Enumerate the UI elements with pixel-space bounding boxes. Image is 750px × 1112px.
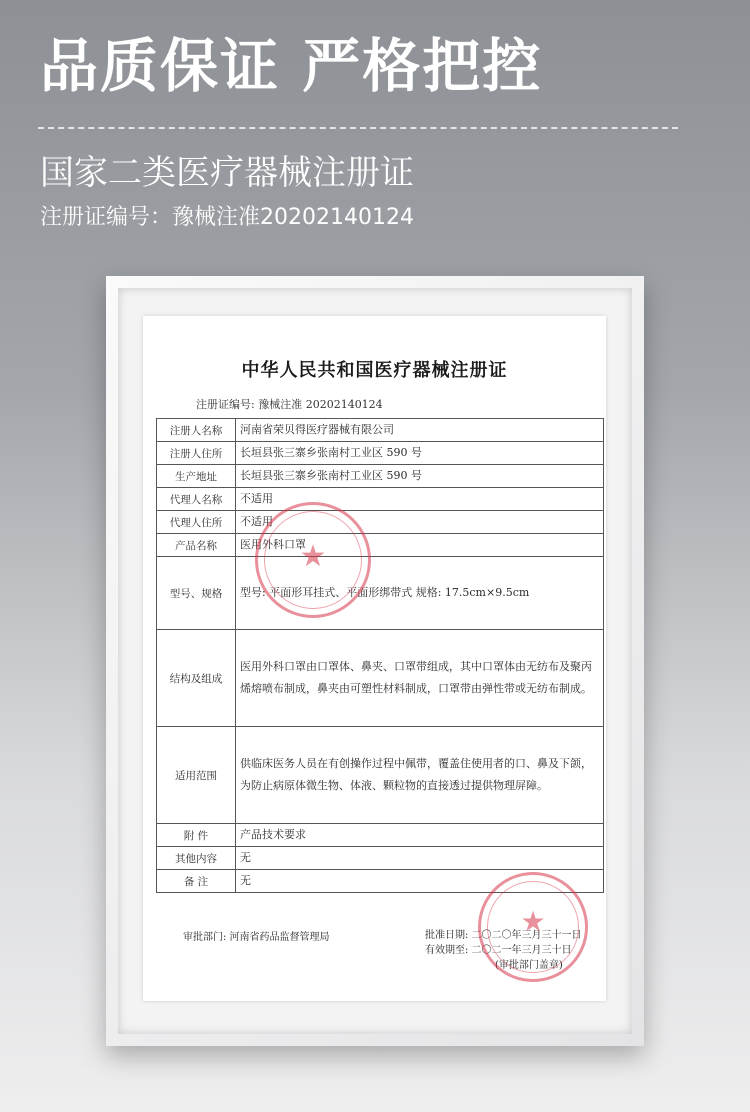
dashed-divider — [38, 127, 678, 129]
field-label: 附 件 — [157, 824, 236, 847]
field-label: 结构及组成 — [157, 630, 236, 727]
seal-note: (审批部门盖章) — [495, 960, 563, 971]
table-row — [157, 824, 604, 847]
table-row — [157, 465, 604, 488]
field-value: 型号: 平面形耳挂式、平面形绑带式 规格: 17.5cm×9.5cm — [236, 557, 604, 630]
field-value: 无 — [236, 870, 604, 893]
field-label: 备 注 — [157, 870, 236, 893]
field-label: 代理人名称 — [157, 488, 236, 511]
certificate-dates — [425, 928, 582, 973]
table-row — [157, 442, 604, 465]
table-row — [157, 534, 604, 557]
table-row — [157, 557, 604, 630]
star-icon: ★ — [520, 905, 546, 938]
field-label: 生产地址 — [157, 465, 236, 488]
field-label: 型号、规格 — [157, 557, 236, 630]
certificate-table — [156, 418, 604, 893]
field-value: 医用外科口罩 — [236, 534, 604, 557]
field-value: 长垣县张三寨乡张南村工业区 590 号 — [236, 442, 604, 465]
certificate-title: 中华人民共和国医疗器械注册证 — [241, 360, 508, 381]
approving-authority: 审批部门: 河南省药品监督管理局 — [183, 932, 330, 943]
certificate-number: 注册证编号: 豫械注准 20202140124 — [196, 398, 383, 411]
table-row — [157, 419, 604, 442]
field-value: 医用外科口罩由口罩体、鼻夹、口罩带组成，其中口罩体由无纺布及聚丙烯熔喷布制成，鼻夹由可塑性材料制成，口罩带由弹性带或无纺布制成。 — [236, 630, 604, 727]
field-value: 河南省荣贝得医疗器械有限公司 — [236, 419, 604, 442]
headline: 品质保证 严格把控 — [40, 32, 543, 100]
table-row — [157, 870, 604, 893]
field-value: 不适用 — [236, 511, 604, 534]
field-label: 注册人住所 — [157, 442, 236, 465]
field-value: 不适用 — [236, 488, 604, 511]
expiry-date: 有效期至: 二〇二一年三月三十日 — [425, 945, 572, 956]
field-value: 产品技术要求 — [236, 824, 604, 847]
table-row — [157, 488, 604, 511]
subtitle: 国家二类医疗器械注册证 — [40, 153, 414, 193]
approval-date: 批准日期: 二〇二〇年三月三十一日 — [425, 930, 582, 941]
table-row — [157, 511, 604, 534]
table-row — [157, 630, 604, 727]
field-label: 产品名称 — [157, 534, 236, 557]
field-label: 注册人名称 — [157, 419, 236, 442]
field-label: 适用范围 — [157, 727, 236, 824]
table-row — [157, 727, 604, 824]
table-row — [157, 847, 604, 870]
field-value: 无 — [236, 847, 604, 870]
field-value: 长垣县张三寨乡张南村工业区 590 号 — [236, 465, 604, 488]
registration-number: 注册证编号：豫械注准20202140124 — [40, 205, 414, 230]
certificate-document — [143, 316, 606, 1001]
field-label: 其他内容 — [157, 847, 236, 870]
field-value: 供临床医务人员在有创操作过程中佩带，覆盖住使用者的口、鼻及下颌，为防止病原体微生物、体液、颗粒物的直接透过提供物理屏障。 — [236, 727, 604, 824]
star-icon: ★ — [299, 539, 327, 574]
field-label: 代理人住所 — [157, 511, 236, 534]
